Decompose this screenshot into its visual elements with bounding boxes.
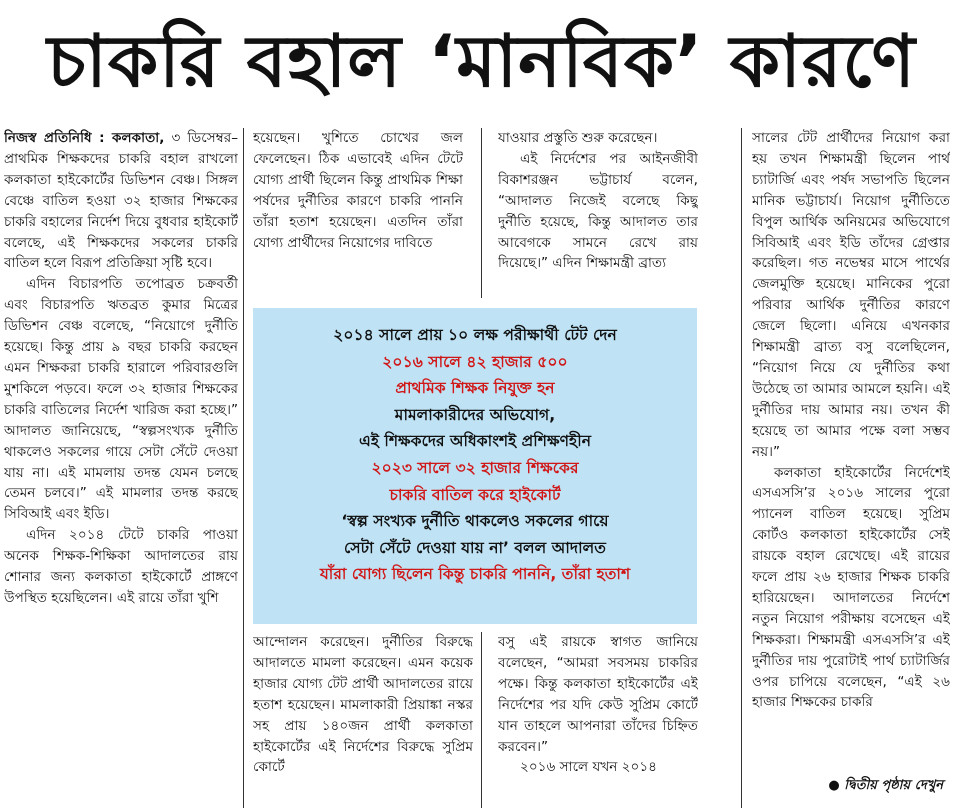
article-column-1: [4, 128, 238, 808]
paragraph: এই নির্দেশের পর আইনজীবী বিকাশরঞ্জন ভট্টাচার্য বলেন, “আদালত নিজেই বলেছে কিছু দুর্নীতি হয়েছে, কিন্তু আদালত তার আবেগকে সামনে রেখে রায় দিয়েছে।” এদিন শিক্ষামন্ত্রী ব্রাত্য: [498, 150, 698, 272]
article-column-2-top: [253, 128, 463, 298]
box-line: যাঁরা যোগ্য ছিলেন কিন্তু চাকরি পাননি, তাঁরা হতাশ: [319, 565, 631, 584]
article-column-4: [752, 128, 950, 768]
paragraph: এদিন ২০১৪ টেটে চাকরি পাওয়া অনেক শিক্ষক-শিক্ষিকা আদালতের রায় শোনার জন্য কলকাতা হাইকোর্টে প্রাঙ্গণে উপস্থিত হয়েছিলেন। এই রায়ে তাঁরা খুশি: [4, 527, 238, 606]
byline: নিজস্ব প্রতিনিধি : কলকাতা,: [4, 130, 165, 146]
column-divider: [481, 128, 482, 298]
box-line: এই শিক্ষকদের অধিকাংশই প্রশিক্ষণহীন: [358, 432, 592, 451]
box-line: প্রাথমিক শিক্ষক নিযুক্ত হন: [395, 379, 555, 398]
column-divider: [243, 128, 244, 808]
article-column-3-top: [498, 128, 698, 298]
article-column-2-bottom: [253, 632, 473, 808]
box-line: মামলাকারীদের অভিযোগ,: [394, 405, 556, 424]
column-divider: [481, 632, 482, 808]
paragraph: কলকাতা হাইকোর্টের নির্দেশেই এসএসসি’র ২০১৬ সালের পুরো প্যানেল বাতিল হয়েছে। সুপ্রিম কোর্টও কলকাতা হাইকোর্টের সেই রায়কে বহাল রেখেছে। এই রায়ের ফলে প্রায় ২৬ হাজার শিক্ষক চাকরি হারিয়েছেন। আদালতের নির্দেশে নতুন নিয়োগ পরীক্ষায় বসেছেন এই শিক্ষকরা। শিক্ষামন্ত্রী এসএসসি’র এই দুর্নীতির দায় পুরোটাই পার্থ চ্যাটার্জির ওপর চাপিয়ে বলেছেন, “এই ২৬ হাজার শিক্ষকের চাকরি: [752, 464, 950, 711]
paragraph: সালের টেট প্রার্থীদের নিয়োগ করা হয় তখন শিক্ষামন্ত্রী ছিলেন পার্থ চ্যাটার্জি এবং পর্ষদ সভাপতি ছিলেন মানিক ভট্টাচার্য। নিয়োগ দুর্নীতিতে বিপুল আর্থিক অনিয়মের অভিযোগে সিবিআই এবং ইডি তাঁদের গ্রেপ্তার করেছিল। গত নভেম্বর মাসে পার্থের জেলমুক্তি হয়েছে। মানিকের পুরো পরিবার আর্থিক দুর্নীতির কারণে জেলে ছিলো। এনিয়ে এখনকার শিক্ষামন্ত্রী ব্রাত্য বসু বলেছিলেন, “নিয়োগ নিয়ে যে দুর্নীতির কথা উঠেছে তা আমার আমলে হয়নি। এই দুর্নীতির দায় আমার নয়। তখন কী হয়েছে তা আমার পক্ষে বলা সম্ভব নয়।”: [752, 130, 950, 460]
column-divider: [741, 128, 742, 808]
highlight-box: [253, 308, 697, 624]
paragraph: এদিন বিচারপতি তপোব্রত চক্রবর্তী এবং বিচারপতি ঋতব্রত কুমার মিত্রের ডিভিশন বেঞ্চ বলেছে, “নিয়োগে দুর্নীতি হয়েছে। কিন্তু প্রায় ৯ বছর চাকরি করছেন এমন শিক্ষকরা চাকরি হারালে পরিবারগুলি মুশকিলে পড়বে। ফলে ৩২ হাজার শিক্ষকের চাকরি বাতিলের নির্দেশ খারিজ করা হচ্ছে।” আদালত জানিয়েছে, “স্বল্পসংখ্যক দুর্নীতি থাকলেও সকলের গায়ে সেটা সেঁটে দেওয়া যায় না। এই মামলায় তদন্ত যেমন চলছে তেমন চলবে।” এই মামলার তদন্ত করছে সিবিআই এবং ইডি।: [4, 276, 238, 523]
paragraph: যাওয়ার প্রস্তুতি শুরু করেছেন।: [498, 130, 658, 146]
article-column-3-bottom: [498, 632, 698, 808]
box-line: চাকরি বাতিল করে হাইকোর্ট: [389, 485, 561, 504]
paragraph: হয়েছেন। খুশিতে চোখের জল ফেলেছেন। ঠিক এভাবেই এদিন টেটে যোগ্য প্রার্থী ছিলেন কিন্তু প্রাথমিক শিক্ষা পর্ষদের দুর্নীতির কারণে চাকরি পাননি তাঁরা হতাশ হয়েছেন। এতদিন তাঁরা যোগ্য প্রার্থীদের নিয়োগের দাবিতে: [253, 130, 463, 251]
paragraph: [4, 128, 238, 274]
paragraph: বসু এই রায়কে স্বাগত জানিয়ে বলেছেন, “আমরা সবসময় চাকরির পক্ষে। কিন্তু কলকাতা হাইকোর্টের এই নির্দেশের পর যদি কেউ সুপ্রিম কোর্টে যান তাহলে আপনারা তাঁদের চিহ্নিত করবেন।”: [498, 634, 698, 755]
box-line: ‘স্বল্প সংখ্যক দুর্নীতি থাকলেও সকলের গায়ে: [341, 512, 609, 531]
paragraph: ২০১৬ সালে যখন ২০১৪: [520, 759, 658, 776]
headline: চাকরি বহাল ‘মানবিক’ কারণে: [47, 19, 916, 103]
box-line: ২০২৩ সালে ৩২ হাজার শিক্ষকের: [371, 458, 579, 477]
box-line: সেটা সেঁটে দেওয়া যায় না’ বলল আদালত: [344, 538, 606, 557]
box-line: ২০১৬ সালে ৪২ হাজার ৫০০: [382, 352, 568, 371]
box-line: ২০১৪ সালে প্রায় ১০ লক্ষ পরীক্ষার্থী টেট দেন: [333, 326, 617, 344]
paragraph: আন্দোলন করেছেন। দুর্নীতির বিরুদ্ধে আদালতে মামলা করেছেন। এমন কয়েক হাজার যোগ্য টেট প্রার্থী আদালতের রায়ে হতাশ হয়েছেন। মামলাকারী প্রিয়াঙ্কা নস্কর সহ প্রায় ১৪০জন প্রার্থী কলকাতা হাইকোর্টের এই নির্দেশের বিরুদ্ধে সুপ্রিম কোর্টে: [253, 634, 473, 776]
dateline-text: ৩ ডিসেম্বর– প্রাথমিক শিক্ষকদের চাকরি বহাল রাখলো কলকাতা হাইকোর্টের ডিভিশন বেঞ্চ। সিঙ্গল বেঞ্চে বাতিল হওয়া ৩২ হাজার শিক্ষকের চাকরি বহালের নির্দেশ দিয়ে বুধবার হাইকোর্ট বলেছে, এই শিক্ষকদের সকলের চাকরি বাতিল হলে বিরূপ প্রতিক্রিয়া সৃষ্টি হবে।: [4, 130, 238, 272]
continued-on-page-2: ● দ্বিতীয় পৃষ্ঠায় দেখুন: [828, 778, 943, 793]
